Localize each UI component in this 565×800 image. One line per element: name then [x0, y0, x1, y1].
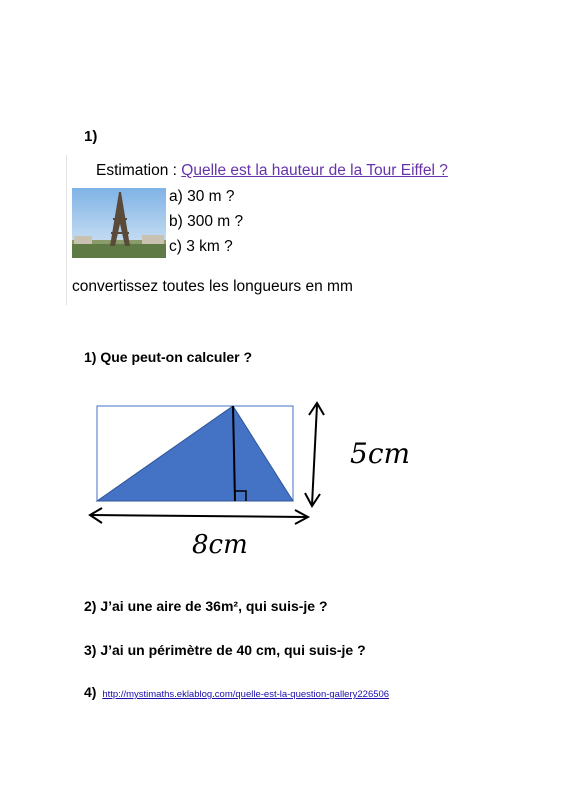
eiffel-tower-photo — [72, 188, 166, 258]
width-label: 8cm — [192, 530, 248, 560]
option-b: b) 300 m ? — [169, 213, 244, 230]
question-4-link[interactable]: http://mystimaths.eklablog.com/quelle-est-la-question-gallery226506 — [102, 689, 390, 700]
question-1: 1) Que peut-on calculer ? — [84, 349, 253, 365]
height-label: 5cm — [350, 437, 411, 470]
triangle-rectangle-figure — [80, 395, 440, 575]
width-arrow — [91, 515, 306, 517]
question-2: 2) J’ai une aire de 36m², qui suis-je ? — [84, 598, 328, 614]
question-4-number: 4) — [84, 684, 97, 700]
estimation-prefix: Estimation : — [96, 162, 177, 179]
convert-instruction: convertissez toutes les longueurs en mm — [72, 278, 353, 295]
question-4 — [84, 684, 389, 700]
question-3: 3) J’ai un périmètre de 40 cm, qui suis-je ? — [84, 642, 366, 658]
exercise-1-number: 1) — [84, 128, 98, 145]
height-arrow — [312, 405, 317, 505]
estimation-line — [96, 162, 448, 180]
blue-triangle — [97, 406, 293, 501]
estimation-question-link[interactable]: Quelle est la hauteur de la Tour Eiffel ? — [181, 162, 448, 179]
option-c: c) 3 km ? — [169, 238, 233, 255]
option-a: a) 30 m ? — [169, 188, 235, 205]
